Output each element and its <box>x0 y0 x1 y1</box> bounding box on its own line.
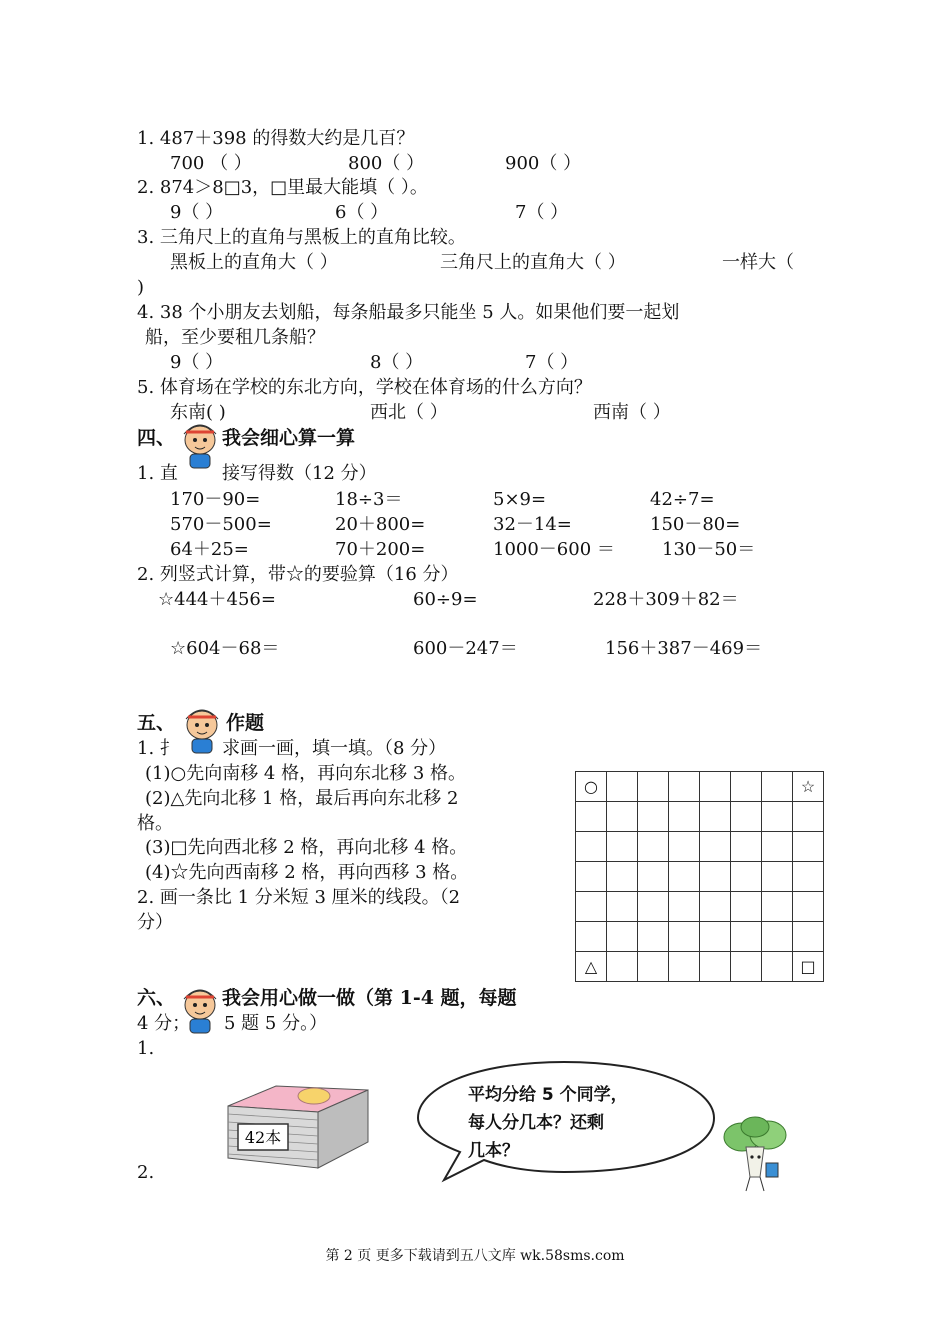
option: 三角尺上的直角大（ ） <box>440 252 626 273</box>
question-4-stem: 4. 38 个小朋友去划船，每条船最多只能坐 5 人。如果他们要一起划 <box>137 302 680 323</box>
section-5-q2: 2. 画一条比 1 分米短 3 厘米的线段。（2 <box>137 887 461 908</box>
direction-grid <box>575 771 824 982</box>
option-continuation: ) <box>137 277 145 298</box>
section-4-title-prefix: 四、 <box>137 427 176 449</box>
question-4-stem-cont: 船，至少要租几条船？ <box>145 327 325 348</box>
arith-item: 150－80= <box>650 514 741 535</box>
sub-question: (3)□先向西北移 2 格，再向北移 4 格。 <box>145 837 468 858</box>
sub-question: (2)△先向北移 1 格，最后再向东北移 2 <box>145 788 459 809</box>
arith-item: 64＋25= <box>170 539 249 560</box>
vertical-calc-item: 600－247＝ <box>413 638 518 659</box>
book-label: 42本 <box>244 1128 282 1147</box>
question-number: 2. <box>137 1162 155 1183</box>
bubble-line: 每人分几本？还剩 <box>468 1113 604 1133</box>
arith-item: 32－14= <box>493 514 572 535</box>
section-4-q1: 接写得数（12 分） <box>222 463 377 484</box>
option: 西北（ ） <box>370 402 448 423</box>
section-6-title: 我会用心做一做（第 1-4 题，每题 <box>222 987 517 1009</box>
option: 9（ ） <box>170 352 224 373</box>
arith-item: 1000－600 ＝ <box>493 539 615 560</box>
section-5-q1: 求画一画，填一填。（8 分） <box>222 738 447 759</box>
grid-square: □ <box>793 952 824 982</box>
arith-item: 20＋800= <box>335 514 426 535</box>
book-stack-image <box>222 1080 370 1172</box>
option: 一样大（ <box>722 252 794 273</box>
cabbage-character-icon <box>720 1115 790 1195</box>
question-3-stem: 3. 三角尺上的直角与黑板上的直角比较。 <box>137 227 466 248</box>
sub-question: (1)○先向南移 4 格，再向东北移 3 格。 <box>145 763 466 784</box>
grid-circle: ○ <box>576 772 607 802</box>
vertical-calc-item: 228＋309＋82＝ <box>593 589 739 610</box>
grid-star: ☆ <box>793 772 824 802</box>
arith-item: 170－90= <box>170 489 261 510</box>
option: 黑板上的直角大（ ） <box>170 252 338 273</box>
section-4-title: 我会细心算一算 <box>222 427 356 449</box>
bubble-line: 平均分给 5 个同学， <box>468 1085 628 1105</box>
mascot-icon <box>178 418 222 470</box>
section-5-title-prefix: 五、 <box>137 712 176 734</box>
section-4-q1-prefix: 1. 直 <box>137 463 178 484</box>
arith-item: 570－500= <box>170 514 272 535</box>
section-6-line2: 5 题 5 分。） <box>224 1013 328 1034</box>
sub-question-cont: 格。 <box>137 813 173 834</box>
vertical-calc-item: ☆604－68＝ <box>170 638 280 659</box>
vertical-calc-item: 156＋387－469＝ <box>605 638 763 659</box>
option: 7（ ） <box>525 352 579 373</box>
arith-item: 42÷7= <box>650 489 715 510</box>
section-6-title-prefix: 六、 <box>137 987 176 1009</box>
question-5-stem: 5. 体育场在学校的东北方向，学校在体育场的什么方向？ <box>137 377 592 398</box>
question-1-stem: 1. 487＋398 的得数大约是几百？ <box>137 128 415 149</box>
sub-question: (4)☆先向西南移 2 格，再向西移 3 格。 <box>145 862 469 883</box>
option: 800（ ） <box>348 153 425 174</box>
section-5-title: 作题 <box>226 712 265 734</box>
arith-item: 18÷3＝ <box>335 489 403 510</box>
option: 700 （ ） <box>170 153 252 174</box>
bubble-line: 几本？ <box>468 1141 519 1161</box>
vertical-calc-item: ☆444＋456= <box>158 589 276 610</box>
mascot-icon <box>178 983 222 1035</box>
option: 900（ ） <box>505 153 582 174</box>
option: 6（ ） <box>335 202 389 223</box>
section-4-q2: 2. 列竖式计算，带☆的要验算（16 分） <box>137 564 459 585</box>
arith-item: 5×9= <box>493 489 547 510</box>
section-5-q2-cont: 分） <box>137 912 173 933</box>
option: 东南( ) <box>170 402 226 423</box>
mascot-icon <box>180 703 224 755</box>
section-6-line2-prefix: 4 分； <box>137 1013 191 1034</box>
section-5-q1-prefix: 1. 扌 <box>137 738 178 759</box>
arith-item: 70＋200= <box>335 539 426 560</box>
arith-item: 130－50＝ <box>662 539 756 560</box>
grid-triangle: △ <box>576 952 607 982</box>
option: 西南（ ） <box>593 402 671 423</box>
option: 8（ ） <box>370 352 424 373</box>
option: 9（ ） <box>170 202 224 223</box>
question-2-stem: 2. 874＞8□3，□里最大能填（ ）。 <box>137 177 428 198</box>
option: 7（ ） <box>515 202 569 223</box>
page-footer: 第 2 页 更多下载请到五八文库 wk.58sms.com <box>325 1248 625 1264</box>
question-number: 1. <box>137 1038 155 1059</box>
vertical-calc-item: 60÷9= <box>413 589 478 610</box>
